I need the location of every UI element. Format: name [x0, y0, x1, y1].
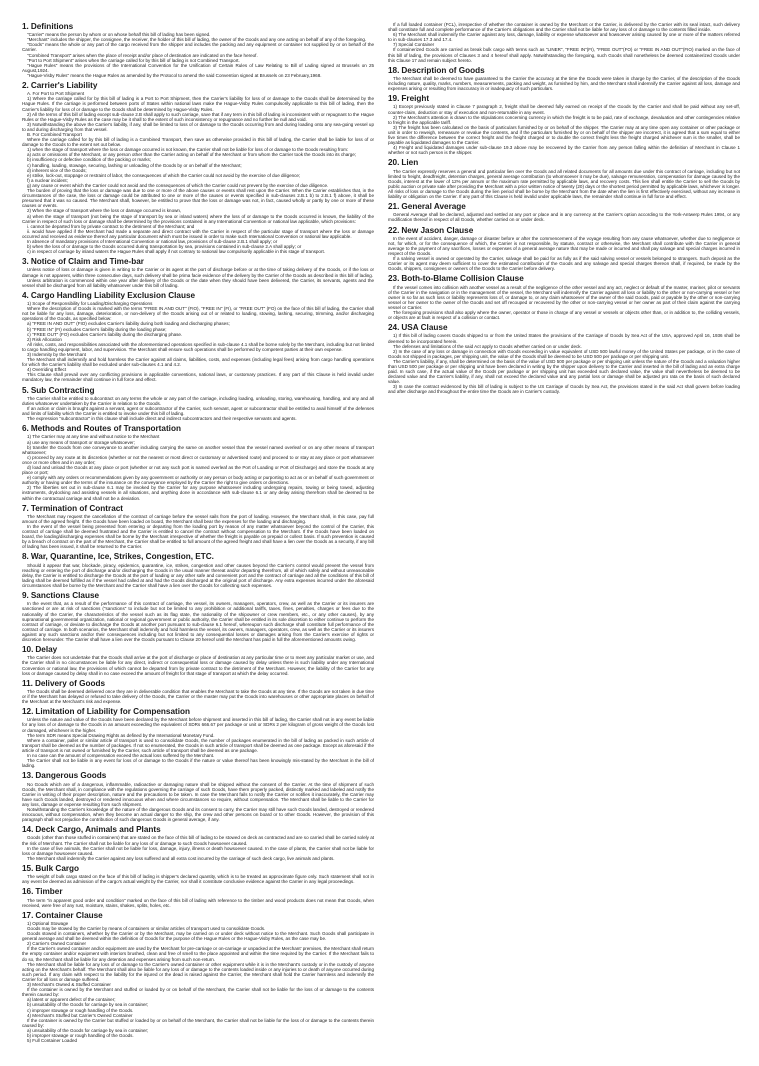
clause-paragraph: If a full loaded container (FCL), irrespective of whether the container is owned by the Merchant or the Carrier, is delivered by the Carrier with its seal intact, such delivery shall constitute full and complete performance of the Carrier's obligations and the Carrier shall not be liable for any loss of or damage to the contents filled inside. — [388, 22, 740, 33]
clause-section — [22, 825, 374, 861]
clause-paragraph: The weight of bulk cargo stated on the face of this bill of lading is shipper's declared quantity, which is to be treated as approximate figure only. Such statement shall not in any event be deemed as admission of the cargo's actual weight by the Carrier, nor shall it constitute conclusive evidence against the Carrier in any legal proceedings. — [22, 874, 374, 885]
clause-paragraph: b) when the loss of or damage to the Goods occurred during transportation by sea, provisions contained in sub-clause 2.A shall apply; or — [27, 244, 302, 250]
clause-section — [22, 424, 374, 500]
clause-paragraph: 3) Indemnity by the Merchant — [27, 351, 86, 357]
clause-paragraph: Notwithstanding the Carrier's knowledge of the nature of the dangerous Goods and its consent to carry, the Carrier may still have such Goods landed, destroyed or rendered innocuous, without compensation, when they become an actual danger to the ship, the crew and other persons on board or to other Goods. However, the provision of this paragraph shall not prejudice the contribution of such dangerous Goods in general average, if any. — [22, 806, 374, 823]
clause-number: 4. — [22, 290, 29, 300]
clause-paragraph: The Carrier shall not be liable in any event for loss of or damage to the Goods if the nature or value thereof has been knowingly mis-stated by the Merchant in the bill of lading. — [22, 758, 374, 769]
clause-heading — [22, 81, 374, 90]
clause-paragraph: e) strike, lock-out, stoppage or restraint of labor, the consequences of which the Carrier could not avoid by the exercise of due diligence; — [27, 172, 301, 178]
clause-paragraph: c) handling, loading, stowage, securing, lashing or unloading of the Goods by or on behalf of the Merchant; — [27, 162, 242, 168]
clause-heading — [22, 771, 374, 780]
clause-paragraph: 1) If this bill of lading covers Goods shipped to or from the United States the provisions of the Carriage of Goods by Sea Act of the USA, approved April 16, 1936 shall be deemed to be incorporated herein. — [388, 333, 740, 344]
clause-title: Definitions — [30, 22, 74, 31]
clause-title: War, Quarantine, Ice, Strikes, Congestion, ETC. — [30, 552, 214, 562]
clause-number: 8. — [22, 552, 29, 562]
clause-paragraph: 6) The Merchant shall indemnify the Carrier against any loss, damage, liability or expense whatsoever and howsoever arising caused by one or more of the matters referred to in sub-clauses 17.3 and 17.4. — [388, 32, 740, 43]
clause-section — [22, 22, 374, 78]
clause-title: Description of Goods — [401, 65, 485, 75]
clause-section — [388, 66, 740, 91]
clause-paragraph: In the event that, as a result of the performance of this contract of carriage, the vessel, its owners, managers, operators, crew, as well as the Carrier or its insurers are sanctioned or are at risk of sanctions ("sanctions" to include but not be limited to any prohibition or additional tariffs, taxes, fines, penalties, charges or fees due to the nationality of the Carrier, the characteristics of the vessel such as its flag state, the nationality of the shipowner or crew members, etc., or any other causes), by any supranational governmental organization, national or regional government or public authority, the Carrier shall be entitled in its sole discretion to either continue to perform the contract of carriage, or deviate to discharge the Goods at another port pursuant to sub-clause 6.1 hereof, whereupon such discharge shall constitute full performance of the contract of carriage. In both scenarios, the Merchant shall indemnify and hold harmless the vessel, its owners, managers, operators, crew, as well as the Carrier or its insurers against any such sanctions and/or their consequences including but not limited to any consequential losses or damages arising from the Carrier's exercise of rights or discretion hereunder. The Carrier shall have a lien over the Goods pursuant to Clause 20 hereof until the Merchant has paid in full the aforementioned amounts owing. — [22, 601, 374, 643]
clause-paragraph: c) improper stowage or rough handling of the Goods. — [27, 1007, 134, 1013]
clause-number: 10. — [22, 645, 34, 655]
clause-title: New Jason Clause — [401, 225, 474, 235]
clause-number: 20. — [388, 158, 400, 168]
clause-paragraph: The Goods shall be deemed delivered once they are in deliverable condition that enables the Merchant to take the Goods at any time. If the Goods are not taken in due time or if the Merchant has delayed or refused to take delivery of the Goods, the Carrier or the master may put the Goods into warehouses or other appropriate places on behalf of the Merchant at the Merchant's risk and expense. — [22, 688, 374, 705]
clause-number: 22. — [388, 225, 400, 235]
clause-paragraph: A. For Port to Port Shipment — [27, 91, 85, 97]
clause-title: Freight — [401, 94, 430, 104]
clause-title: Sanctions Clause — [30, 591, 100, 601]
clause-paragraph: In the event of accident, danger, damage or disaster before or after the commencement of the voyage resulting from any cause whatsoever, whether due to negligence or not, for which, or for the consequence of which, the Carrier is not responsible, by statute, contract or otherwise, the Merchant shall contribute with the Carrier in general average to the payment of any sacrifices, losses or expenses of a general average nature that may be made or incurred and shall pay salvage and special charges incurred in respect of the Goods. — [388, 235, 740, 257]
clause-paragraph: The Merchant shall indemnify the Carrier against any loss suffered and all extra cost incurred by the carriage of such deck cargo, live animals and plants. — [27, 855, 335, 861]
clause-number: 14. — [22, 825, 34, 835]
clause-title: Both-to-Blame Collision Clause — [401, 274, 524, 284]
clause-paragraph: "Port to Port Shipment" arises when the carriage called for by this bill of lading is not Combined Transport. — [27, 57, 240, 63]
clause-paragraph: b) "FREE IN" (FI) excludes Carrier's liability during the loading phase; — [27, 326, 167, 332]
clause-number: 24. — [388, 323, 400, 333]
clause-section — [388, 202, 740, 222]
clause-section — [22, 591, 374, 642]
clause-paragraph: 2) When the stage of transport where the loss or damage occurred is known, — [27, 208, 182, 214]
clause-heading — [22, 424, 374, 433]
clause-paragraph: The Carrier expressly reserves a general and particular lien over the Goods and all related documents for all amounts due under this contract of carriage, including but not limited to freight, deadfreight, detention charges, general average contribution (to whomsoever it may be due), salvage remuneration, compensation for damage caused by the Goods, interest at the lower of 12% per annum or the maximum rate permitted by applicable laws, and recovery costs. This lien shall entitle the Carrier to sell the Goods by public auction or private sale after providing the Merchant with a prior written notice of twenty (20) days or the shortest period permitted by applicable laws, whichever is longer. All risks of loss or damage to the Goods during the lien period shall be borne by the Merchant from the date when the lien is first effectively exercised, without any increase in liability or obligation on the Carrier. If any part of this Clause is held invalid under applicable laws, the remainder shall continue in full force and effect. — [388, 168, 740, 200]
clause-heading — [22, 386, 374, 395]
clause-section — [22, 552, 374, 588]
clause-heading — [22, 679, 374, 688]
clause-paragraph: The term "in apparent good order and condition" marked on the face of this bill of lading with reference to the timber and wood products does not mean that Goods, when received, were free of any rust, moisture, stains, shakes, splits, holes, etc. — [22, 897, 374, 908]
clause-paragraph: "Carrier" means the person by whom or on whose behalf this bill of lading has been signed. — [27, 32, 211, 38]
clause-paragraph: f) a nuclear incident; — [27, 177, 68, 183]
clause-paragraph: d) inherent vice of the Goods; — [27, 167, 87, 173]
clause-paragraph: If the vessel comes into collision with another vessel as a result of the negligence of the other vessel and any act, neglect or default of the master, mariner, pilot or servants of the Carrier in the navigation or in the management of the vessel, the Merchant will indemnify the Carrier against all loss or liability to the other or non-carrying vessel or her owner in so far as such loss or liability represents loss of, or damage to, or any claim whatsoever of the owner of the said Goods, paid or payable by the other or non-carrying vessel or her owner to the owner of the Goods and set off recouped or recovered by the other or non-carrying vessel or her owner as part of their claim against the carrying vessel or Carrier. — [388, 284, 740, 310]
clause-title: Timber — [35, 887, 63, 897]
clause-number: 2. — [22, 81, 29, 91]
clause-heading — [22, 887, 374, 896]
clause-paragraph: Unless arbitration is commenced within one year after delivery of the Goods or the date when they should have been delivered, the Carrier, its servants, agents and the vessel shall be discharged from all liability whatsoever under this bill of lading. — [22, 277, 374, 288]
clause-paragraph: 7) Special Container — [393, 42, 435, 48]
clause-number: 18. — [388, 65, 400, 75]
clause-title: USA Clause — [401, 323, 448, 333]
clause-paragraph: In absence of mandatory provisions of International Convention or national law, provisions of sub-clause 2.B.1 shall apply; or — [27, 238, 278, 244]
clause-number: 11. — [22, 678, 33, 688]
clause-heading — [388, 323, 740, 332]
clause-paragraph: "Goods" means the whole or any part of the cargo received from the shipper and includes the packing and any equipment or container not supplied by or on behalf of the Carrier. — [22, 42, 374, 53]
clause-paragraph: This Clause shall prevail over any conflicting provisions in applicable conventions, national laws, or customary practices. If any part of this Clause is held invalid under mandatory law, the remainder shall continue in full force and effect. — [22, 372, 374, 383]
clause-paragraph: e) comply with any orders or recommendations given by any government or authority or any person or body acting or purporting to act as or on behalf of such government or authority or having under the terms of the insurance on the conveyance employed by the Carrier the right to give orders or directions. — [22, 475, 374, 486]
clause-paragraph: 1) Scope of Responsibility for Loading/Discharging Operations — [27, 301, 153, 307]
clause-heading — [388, 202, 740, 211]
clause-paragraph: The Merchant shall be liable for any loss of or damage to the Carrier's owned container or other equipment while it is in the Merchant's custody or in the custody of anyone acting on the Merchant's behalf. The Merchant shall also be liable for any loss of or damage to the contents loaded inside or any injuries to or death of anyone occurred during such period. If any claim with respect to the liability for the injured or the dead is raised against the Carrier, the Merchant shall hold the Carrier harmless and indemnify the Carrier for all loss or damage suffered. — [22, 961, 374, 982]
clause-number: 12. — [22, 707, 34, 717]
clause-paragraph: 4) Overriding Effect — [27, 367, 67, 373]
clause-heading — [22, 22, 374, 31]
clause-heading — [22, 707, 374, 716]
clause-paragraph: The Carrier's liability, if any, shall be determined on the basis of the value of USD 500 per package or per shipping unit unless the nature of the Goods and a valuation higher than USD 500 per package or per shipping unit have been declared in writing by the shipper upon delivery to the Carrier and inserted in the bill of lading and an extra charge paid. In such case, if the actual value of the Goods per package or per shipping unit has exceeded such declared value, the value shall nevertheless be deemed to be declared value and the Carrier's liability, if any, shall not exceed the declared value and any partial loss or damage shall be adjusted pro rata on the basis of such declared value. — [388, 358, 740, 385]
clause-paragraph: The Merchant shall indemnify and hold harmless the Carrier against all claims, liabilities, costs, and expenses (including legal fees) arising from cargo handling operations for which the Carrier's liability shall be excluded under sub-clauses 4.1 and 4.2. — [22, 357, 374, 368]
clause-heading — [388, 66, 740, 75]
clause-paragraph: a) acts or omissions of the Merchant, or any person other than the Carrier acting on behalf of the Merchant or from whom the Carrier took the Goods into its charge; — [27, 152, 357, 158]
clause-number: 17. — [22, 910, 34, 920]
clause-number: 23. — [388, 274, 400, 284]
clause-paragraph: d) load and unload the Goods at any place or port (whether or not any such port is named overleaf as the Port of Loading or Port of Discharge) and store the Goods at any place or port; — [22, 464, 374, 476]
clause-number: 21. — [388, 202, 400, 212]
clause-paragraph: Goods may be stowed by the Carrier by means of containers or similar articles of transport used to consolidate Goods. — [27, 926, 266, 932]
clause-paragraph: If a salving vessel is owned or operated by the Carrier, salvage shall be paid for as fully as if the said salving vessel or vessels belonged to strangers. Such deposit as the Carrier or its agent may deem sufficient to cover the estimated contribution of the Goods and any salvage and special charges thereon shall, if required, be made by the Goods, shippers, consignees or owners of the Goods to the Carrier before delivery. — [388, 256, 740, 272]
clause-paragraph: In the case of live animals, the Carrier shall not be liable for loss, damage, injury, illness or death howsoever caused. In the case of plants, the Carrier shall not be liable for loss or damage howsoever caused. — [22, 845, 374, 856]
clause-title: Methods and Routes of Transportation — [30, 424, 181, 434]
clause-section — [22, 386, 374, 422]
clause-heading — [22, 504, 374, 513]
clause-title: Bulk Cargo — [35, 863, 80, 873]
clause-heading — [388, 226, 740, 235]
clause-number: 9. — [22, 591, 29, 601]
clause-section — [22, 291, 374, 383]
clause-section — [388, 274, 740, 320]
clause-paragraph: Where a container, pallet or similar article of transport is used to consolidate Goods, the number of packages enumerated in the bill of lading as packed in such article of transport shall be deemed as the number of packages. If not so enumerated, the Goods in such article of transport shall be deemed as one package. Except as aforesaid if the article of transport is not owned or furnished by the Carrier, such article of transport shall be deemed as one package. — [22, 737, 374, 753]
bill-of-lading-terms — [22, 22, 740, 1052]
clause-paragraph: In the event of the vessel being prevented from entering or departing from the loading port by reason of any matter whatsoever beyond the control of the Carrier, this contract of carriage shall be deemed frustrated and the Carrier is entitled to cancel the contract without compensation to the Merchant. If the Goods have been loaded on board, the loading/discharging expenses shall be borne by the Merchant irrespective of whether the freight is payable on prepaid or collect basis. If such prevention is caused by a breach of contract on the part of the Merchant, the Carrier shall be entitled to full amount of the agreed freight and shall have a lien over the Goods as a security, if any bill of lading has been issued, it shall be returned to the Carrier. — [22, 524, 374, 550]
clause-paragraph: 2) Risk Allocation — [27, 336, 62, 342]
clause-paragraph: i. cannot be departed from by private contract to the detriment of the Merchant; and — [27, 223, 195, 229]
clause-heading — [22, 552, 374, 561]
clause-paragraph: B. For Combined Transport — [27, 132, 82, 137]
clause-paragraph: 1) The Carrier may at any time and without notice to the Merchant — [27, 434, 160, 440]
clause-paragraph: b) insufficiency or defective condition of the packing or marks; — [27, 157, 152, 163]
clause-paragraph: g) any cause or event which the Carrier could not avoid and the consequences of which the Carrier could not prevent by the exercise of due diligence. — [27, 182, 329, 188]
clause-title: Cargo Handling Liability Exclusion Clause — [30, 290, 196, 300]
clause-section — [388, 323, 740, 394]
clause-paragraph: "Combined Transport" arises when the place of receipt and/or place of destination are indicated on the face hereof. — [27, 52, 258, 58]
clause-title: General Average — [401, 202, 466, 212]
clause-title: Carrier's Liability — [30, 81, 98, 91]
clause-paragraph: If containerized Goods are carried as break bulk cargo with terms such as "LINER", "FREE IN"(FI), "FREE OUT"(FO) or "FREE IN AND OUT"(FIO) marked on the face of this bill of lading, the provisions of Clauses 3 and 4 hereof shall apply. Notwithstanding the foregoing, such Goods shall nonetheless be deemed containerized Goods under this Clause 17 and remain subject hereto. — [388, 47, 740, 63]
clause-number: 16. — [22, 887, 34, 897]
clause-paragraph: c) "FREE OUT" (FO) excludes Carrier's liability during the discharging phase. — [27, 331, 183, 337]
clause-paragraph: If the Carrier's owned container and/or equipment are used by the Merchant for pre-carriage or on-carriage or unpacked at the Merchant' premises, the Merchant shall return the empty container and/or equipment with interiors brushed, clean and free of smell to the place appointed and within the time required by the Carrier. If the Merchant fails to do so, the Merchant shall be liable for any detention and expenses arising from such non-return. — [22, 946, 374, 962]
clause-title: Deck Cargo, Animals and Plants — [35, 825, 161, 835]
clause-heading — [22, 825, 374, 834]
clause-paragraph: 4) Merchant's Stuffed but Carrier's Owned Container — [27, 1012, 133, 1018]
clause-paragraph: a) "FREE IN AND OUT" (FIO) excludes Carrier's liability during both loading and discharging phases; — [27, 321, 230, 327]
clause-paragraph: The Merchant shall be deemed to have guaranteed to the Carrier the accuracy at the time the Goods were taken in charge by the Carrier, of the description of the Goods including nature, quality, marks, numbers, measurements, packing and weight, as furnished by him, and the Merchant shall indemnify the Carrier against all loss, damage and expenses arising or resulting from inaccuracy in or inadequacy of such particulars. — [388, 75, 740, 92]
clause-heading — [22, 911, 374, 920]
clause-section — [22, 887, 374, 907]
clause-section — [388, 158, 740, 199]
clause-paragraph: 2) The liberties set out in sub-clause 6.1 may be invoked by the Carrier for any purpose whatsoever including undergoing repairs, towing or being towed, adjusting instruments, drydocking and assisting vessels in all situations, and anything done in accordance with sub-clause 6.1 or any delay arising therefrom shall be deemed to be within the contractual carriage and shall not be a deviation. — [22, 485, 374, 501]
clause-paragraph: Should it appear that war, blockade, piracy, epidemics, quarantine, ice, strikes, congestion and other causes beyond the Carrier's control would prevent the vessel from reaching or entering the port of discharge and/or discharging the Goods in the usual manner thereat and/or departing therefrom, all of which safely and without unreasonable delay, the Carrier is entitled to discharge the Goods at the port of loading or any other safe and convenient port and the contract of carriage and all the conditions of this bill of lading shall be deemed fulfilled as if the vessel had called at and had the Goods discharged at the original port of discharge. Any extra expenses incurred under the aforesaid circumstances shall be borne by the Merchant and the Carrier shall have a lien over the Goods for collecting such expenses. — [22, 562, 374, 589]
clause-section — [22, 81, 374, 254]
clause-paragraph: "Merchant" includes the shipper, the consignee, the receiver, the holder of this bill of lading, the owner of the Goods and any one acting on behalf of any of the foregoing. — [27, 37, 367, 43]
clause-paragraph: The Carrier shall be entitled to subcontract on any terms the whole or any part of the carriage, including loading, unloading, storing, warehousing, handling, and any and all duties whatsoever undertaken by the Carrier in relation to the Goods. — [22, 395, 374, 406]
clause-paragraph: If the container is owned by the Merchant and stuffed or loaded by or on behalf of the Merchant, the Carrier shall not be liable for the loss of or damage to the contents therein caused by: — [22, 987, 374, 998]
clause-paragraph: a) when the stage of transport (not being the stage of transport by sea or inland waters) where the loss of or damage to the Goods occurred is known, the liability of the Carrier in respect of such loss or damage shall be determined by the provisions contained in any International Convention or national law applicable, which provisions: — [22, 213, 374, 224]
clause-paragraph: Where the description of Goods is marked with the terms "FREE IN AND OUT" (FIO), "FREE IN" (FI), or "FREE OUT" (FO) on the face of this bill of lading, the Carrier shall not be liable for any loss, damage, deterioration, or non-delivery of the Goods arising out of or related to loading, stowing, lashing, securing, trimming, and/or discharging operations of the Goods, as specified below: — [22, 306, 374, 322]
clause-paragraph: The defenses and limitations of the said Act apply to Goods whether carried on or under deck. — [393, 343, 582, 349]
clause-heading — [22, 257, 374, 266]
clause-heading — [22, 291, 374, 300]
clause-title: Limitation of Liability for Compensation — [35, 707, 191, 717]
clause-paragraph: If an action or claim is brought against a servant, agent or subcontractor of the Carrier, such servant, agent or subcontractor shall be entitled to avail himself of the defenses and limits of liability which the Carrier is entitled to invoke under this bill of lading. — [22, 405, 374, 417]
clause-section — [22, 771, 374, 822]
clause-number: 1. — [22, 22, 29, 31]
clause-paragraph: 1) when the stage of transport where the loss or damage occurred is not known, the Carrier shall not be liable for loss of or damage to the Goods resulting from: — [27, 147, 349, 153]
clause-title: Termination of Contract — [30, 503, 124, 513]
clause-paragraph: Goods (other than those stuffed in containers) that are stated on the face of this bill of lading to be stowed on deck as contracted and are so carried shall be carried solely at the risk of Merchant. The Carrier shall not be liable for any loss of or damage to such Goods howsoever caused. — [22, 835, 374, 846]
clause-number: 15. — [22, 863, 34, 873]
clause-paragraph: 3) Merchant's Owned & Stuffed Container — [27, 982, 111, 988]
clause-paragraph: "Hague Rules" means the provisions of the International Convention for the Unification of Certain Rules of Law Relating to Bill of Lading signed at Brussels on 25 August,1924. — [22, 62, 374, 73]
clause-paragraph: Unless notice of loss or damage is given in writing to the Carrier or its agent at the port of discharge before or at the time of taking delivery of the Goods, or if the loss or damage is not apparent, within three consecutive days, such delivery shall be prima facie evidence of the delivery by the Carrier of the Goods as described in this bill of lading. — [22, 267, 374, 278]
clause-paragraph: 3) The freight has been calculated on the basis of particulars furnished by or on behalf of the shipper. The Carrier may at any time open any container or other package or unit in order to reweigh, remeasure or revalue the contents, and if the particulars furnished by or on behalf of the shipper are incorrect, it is agreed that a sum equal to either five times the difference between the correct freight and the freight charged or to double the correct freight less the freight charged whichever sum is the smaller, shall be payable as liquidated damages to the Carrier. — [388, 124, 740, 146]
clause-paragraph: 1) Where the carriage called for by this bill of lading is a Port to Port Shipment, then the Carrier's liability for loss of or damage to the Goods shall be determined by the Hague Rules. If the carriage is performed between ports of States within national laws make the Hague-Visby Rules compulsorily applicable to this bill of lading, then the Carrier's liability for loss of or damage to the Goods shall be determined by Hague-Visby Rules. — [22, 96, 374, 112]
clause-number: 3. — [22, 257, 29, 267]
clause-title: Delay — [35, 645, 58, 655]
clause-heading — [388, 94, 740, 103]
clause-paragraph: 2) Carrier's Owned Container — [27, 941, 86, 947]
clause-title: Lien — [401, 158, 419, 168]
clause-paragraph: 3) In case the contract evidenced by this bill of lading is subject to the US Carriage of Goods by Sea Act, the provisions stated in the said Act shall govern before loading and after discharge and throughout the entire time the Goods are in Carrier's custody. — [388, 384, 740, 395]
clause-section — [22, 257, 374, 288]
clause-section — [388, 226, 740, 272]
clause-paragraph: c) in respect of carriage by inland waters the Hague Rules shall apply if not contrary to national law compulsorily applicable in this stage of transport. — [27, 249, 325, 255]
clause-number: 5. — [22, 385, 29, 395]
clause-paragraph: General Average shall be declared, adjusted and settled at any port or place and in any currency at the Carrier's option according to the York-Antwerp Rules 1994, or any modification thereof in respect of all Goods, whether carried on or under deck. — [388, 212, 740, 223]
clause-section — [22, 645, 374, 676]
clause-paragraph: b) unsuitability of the Goods for carriage by sea in container; — [27, 1002, 149, 1008]
clause-paragraph: a) use any means of transport or storage whatsoever; — [27, 439, 135, 445]
clause-section — [388, 94, 740, 155]
clause-heading — [22, 645, 374, 654]
clause-title: Notice of Claim and Time-bar — [30, 257, 144, 267]
clause-paragraph: 2) The Merchant's attention is drawn to the stipulations concerning currency in which the freight is to be paid, rate of exchange, devaluation and other contingencies relative to freight in the applicable tariff. — [388, 114, 740, 125]
clause-paragraph: In no case can the amount of compensation exceed the actual loss suffered by the Merchant. — [27, 753, 215, 759]
clause-number: 19. — [388, 94, 400, 104]
clause-paragraph: 1) Except previously stated in Clause 7 paragraph 2, freight shall be deemed fully earned on receipt of the Goods by the Carrier and shall be paid without any set-off, counter-claim, deduction or stay of execution and non-returnable in any event. — [388, 104, 740, 115]
clause-paragraph: Unless the nature and value of the Goods have been declared by the Merchant before shipment and inserted in this bill of lading, the Carrier shall not in any event be liable for any loss of or damage to the Goods in an amount exceeding the equivalent of SDRs 666.67 per package or unit or SDRs 2 per kilogram of gross weight of the Goods lost or damaged, whichever is the higher. — [22, 717, 374, 733]
clause-paragraph: The burden of proving that the loss or damage was due to one or more of the above causes or events shall rest upon the Carrier. When the Carrier establishes that, in the circumstances of the case, the loss or damage could be attributed to one or more of the causes or events specified in sub-clauses 2.B.1 b) to 2.B.1 f) above, it shall be presumed that it was so caused. The Merchant shall, however, be entitled to prove that the loss or damage was not, in fact, caused wholly or partly by one or more of these causes or events. — [22, 188, 374, 209]
clause-paragraph: ii. would have applied if the Merchant had made a separate and direct contract with the Carrier in respect of the particular stage of transport where the loss or damage occurred and received as evidence thereof any particular document which must be issued in order to make such International Convention or national law applicable. — [22, 228, 374, 239]
clause-paragraph: The Merchant may request the cancellation of the contract of carriage before the vessel sails from the port of loading. However, the Merchant shall, in this case, pay full amount of the agreed freight. If the Goods have been loaded on board, the Merchant shall bear the expenses for the loading and discharging. — [22, 513, 374, 524]
clause-title: Delivery of Goods — [34, 678, 106, 688]
clause-paragraph: All risks, costs, and responsibilities associated with the aforementioned operations specified in sub-clause 4.1 shall be borne solely by the Merchant, including but not limited to cargo handling equipment, labor, and supervision. The Merchant shall ensure such operations shall be performed by competent parties at their own expense. — [22, 341, 374, 352]
clause-paragraph: The foregoing provisions shall also apply where the owner, operator or those in charge of any vessel or vessels or objects other than, or in addition to, the colliding vessels, or objects are at fault in respect of a collision or contact. — [388, 310, 740, 321]
clause-title: Container Clause — [35, 910, 103, 920]
clause-paragraph: 2) All the terms of this bill of lading except sub-clause 2.B shall apply to such carriage, save that if any term in this bill of lading is inconsistent with or repugnant to the Hague Rules or the Hague-Visby Rules as the case may be it shall to the extent of such inconsistency or repugnance and no further be null and void. — [22, 111, 374, 122]
clause-paragraph: Goods stowed in containers, whether by the Carrier or by the Merchant, may be carried on or under deck without notice to the Merchant. Such Goods shall participate in general average and shall be deemed within the definition of Goods for the purpose of the Hague Rules or the Hague-Visby Rules, as the case may be. — [22, 931, 374, 942]
clause-section — [22, 504, 374, 550]
clause-paragraph: "Hague-Visby Rules" means the Hague Rules as amended by the Protocol to amend the said Convention signed at Brussels on 23 February,1968. — [27, 72, 322, 78]
clause-number: 13. — [22, 771, 34, 781]
clause-heading — [388, 274, 740, 283]
clause-heading — [22, 591, 374, 600]
clause-paragraph: 3) Notwithstanding the above the Carrier's liability, if any, shall be limited to loss of or damage to the Goods occurring from and during loading onto any sea-going vessel up to and during discharging from that vessel. — [22, 121, 374, 132]
clause-paragraph: b) improper stowage or rough handling of the Goods. — [27, 1032, 134, 1038]
clause-paragraph: a) latent or apparent defect of the container; — [27, 997, 116, 1003]
clause-paragraph: 1) Optional Stowage — [27, 920, 69, 926]
clause-number: 6. — [22, 424, 29, 434]
clause-paragraph: If the container is owned by the Carrier but stuffed or loaded by or on behalf of the Merchant, the Carrier shall not be liable for the loss of or damage to the contents therein caused by: — [22, 1017, 374, 1028]
clause-number: 7. — [22, 503, 29, 513]
clause-heading — [388, 158, 740, 167]
clause-title: Dangerous Goods — [35, 771, 107, 781]
clause-paragraph: The term SDR means Special Drawing Rights as defined by the International Monetary Fund. — [27, 732, 215, 738]
clause-paragraph: c) proceed by any route at its discretion (whether or not the nearest or most direct or customary or advertised route) and proceed to or stay at any place or port whatsoever once or more often and in any order; — [22, 454, 374, 465]
clause-paragraph: b) transfer the Goods from one conveyance to another including carrying the same on another vessel than the vessel named overleaf or on any other means of transport whatsoever; — [22, 444, 374, 455]
clause-paragraph: The Carrier does not undertake that the Goods shall arrive at the port of discharge or place of destination at any particular time or to meet any particular market or use, and the Carrier shall in no circumstances be liable for any direct, indirect or consequential loss or damage caused by delay unless there is such liability under any International Convention or national law, the provisions of which cannot be departed from by private contract to the detriment of the Merchant. However, the liability of the Carrier for any loss or damage caused by delay shall in no case exceed the amount of freight for that stage of transport at which the delay occurred. — [22, 655, 374, 676]
clause-heading — [22, 864, 374, 873]
clause-paragraph: 4) Freight and liquidated damages under sub-clause 19.3 above may be recovered by the Carrier from any person falling within the definition of Merchant in Clause 1 whether or not such person is the shipper. — [388, 145, 740, 156]
clause-title: Sub Contracting — [30, 385, 95, 395]
clause-paragraph: No Goods which are of a dangerous, inflammable, radioactive or damaging nature shall be shipped without the consent of the Carrier. At the time of shipment of such Goods, the Merchant shall, in compliance with the regulations governing the carriage of such Goods, have them properly packed, distinctly marked and labeled and notify the Carrier in writing of their proper description, nature and the precautions to be taken. In case the Merchant fails to notify the Carrier or notifies it inaccurately, the Carrier may have such Goods landed, destroyed or rendered innocuous when and where circumstances so require, without compensation. The Merchant shall be liable to the Carrier for any loss, damage or expense resulting from such shipment. — [22, 781, 374, 807]
clause-section — [22, 864, 374, 884]
clause-section — [22, 707, 374, 768]
clause-paragraph: Where the carriage called for by this bill of lading is a Combined Transport, then save as otherwise provided in this bill of lading, the Carrier shall be liable for loss of or damage to the Goods to the extent set out below. — [22, 137, 374, 148]
clause-paragraph: 5) Full Container Loaded — [27, 1038, 78, 1044]
clause-section — [22, 679, 374, 704]
clause-paragraph: a) unsuitability of the Goods for carriage by sea in container; — [27, 1027, 149, 1033]
clause-paragraph: The expression "subcontractor" in this clause shall include direct and indirect subcontractors and their respective servants and agents. — [27, 416, 297, 422]
clause-paragraph: 2) In the case of any loss or damage in connection with Goods exceeding in value equivalent of USD 500 lawful money of the United States per package, or in the case of Goods not shipped in packages, per shipping unit, the value of the Goods shall be deemed to be USD 500 per package or per shipping unit. — [388, 348, 740, 359]
